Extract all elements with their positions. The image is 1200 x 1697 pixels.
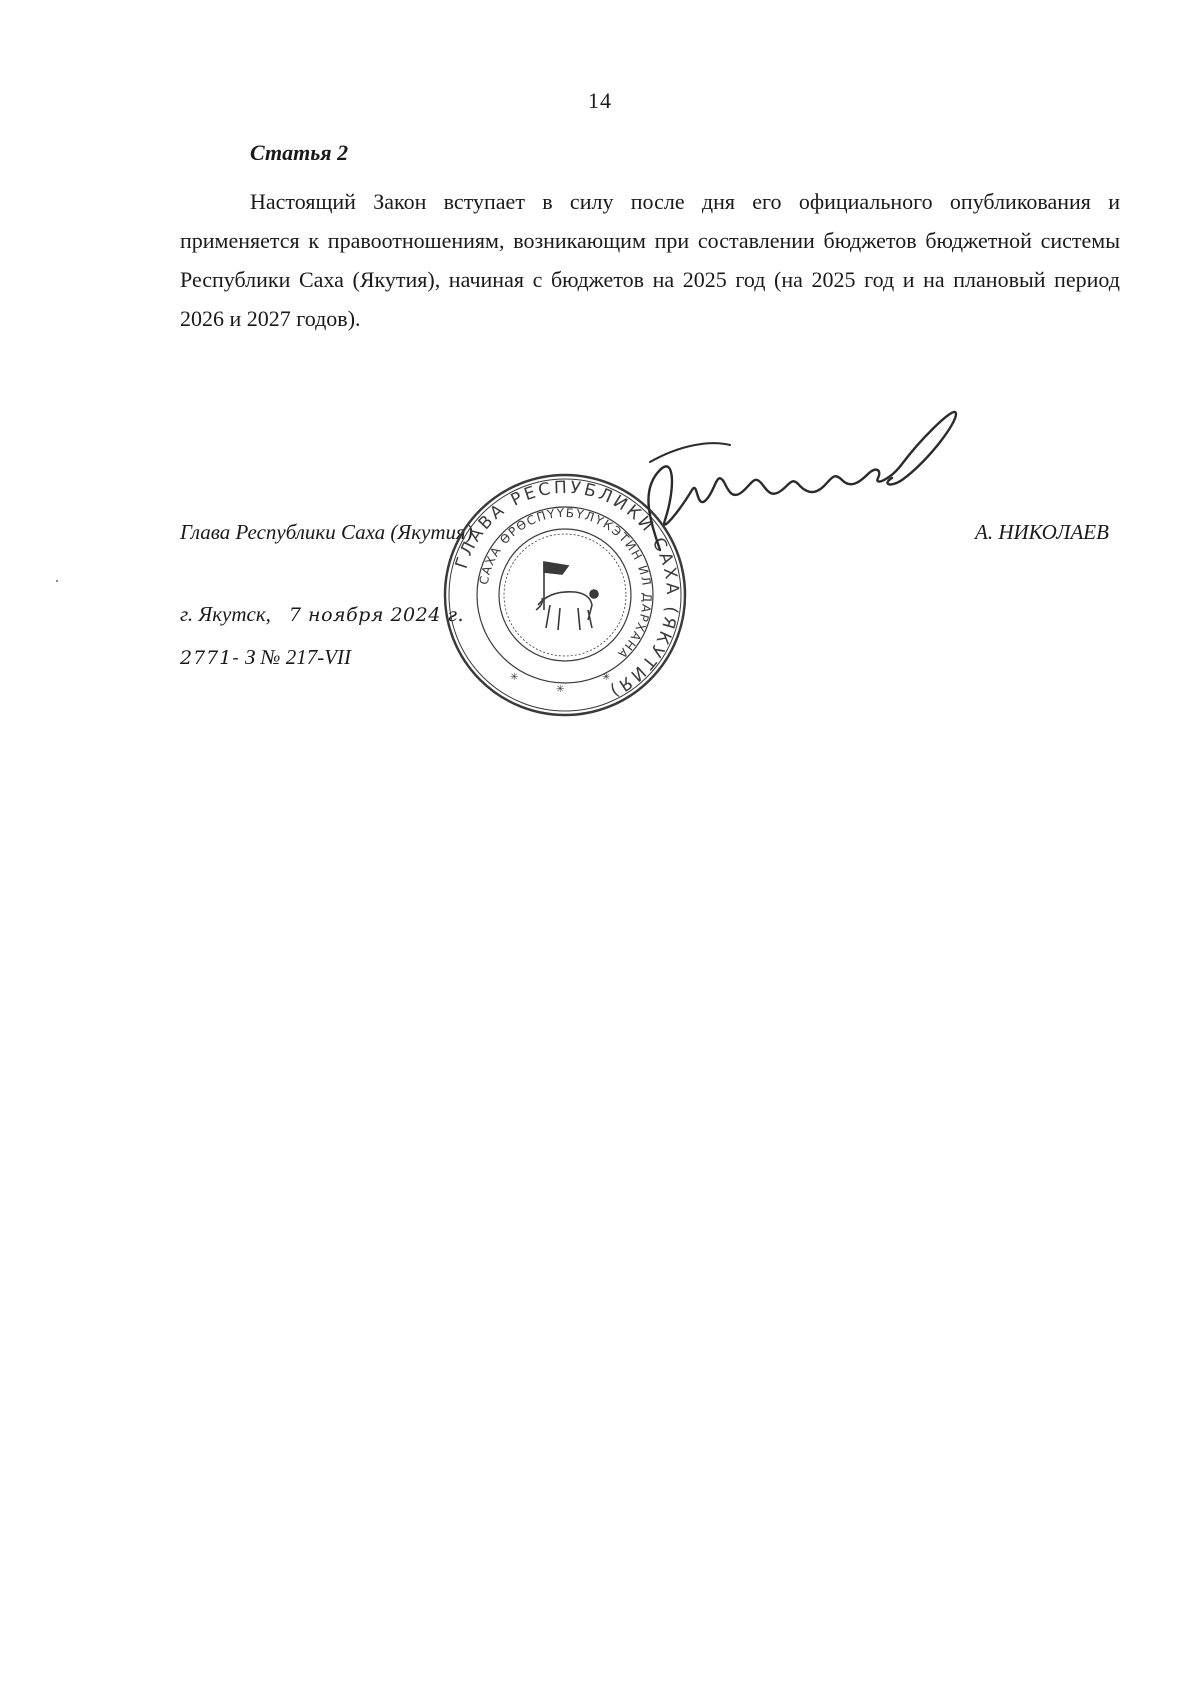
seal-inner-text: САХА ӨРӨСПҮҮБҮЛҮКЭТИН ИЛ ДАРХАНА [476, 505, 655, 662]
article-body: Настоящий Закон вступает в силу после дня его официального опубликования и применяется к правоотношениям, возникающим при составлении бюджетов бюджетной системы Республики Саха (Якутия), начиная с бюджетов на 2025 год (на 2025 год и на плановый период 2026 и 2027 годов). [180, 189, 1120, 331]
page-number: 14 [588, 88, 612, 113]
scan-speck [56, 580, 58, 582]
place-label: г. Якутск, [180, 602, 271, 626]
seal-stars [510, 672, 610, 695]
seal-emblem-icon [536, 562, 598, 630]
handwritten-registration-number: 2771- [180, 647, 240, 669]
law-number-line [180, 645, 351, 670]
handwritten-date: 7 ноября 2024 г. [288, 604, 464, 626]
seal-ring-4 [499, 529, 631, 661]
law-number: З № 217-VII [245, 645, 352, 669]
handwritten-signature-icon [620, 400, 980, 560]
svg-text:✳: ✳ [602, 672, 611, 683]
place-date-line [180, 602, 464, 627]
svg-text:✳: ✳ [556, 684, 565, 695]
article-title: Статья 2 [250, 140, 349, 165]
signer-title: Глава Республики Саха (Якутия) [180, 520, 473, 544]
seal-outer-text: ГЛАВА РЕСПУБЛИКИ САХА (ЯКУТИЯ) [451, 477, 683, 702]
svg-text:✳: ✳ [510, 672, 519, 683]
signer-name: А. НИКОЛАЕВ [975, 520, 1109, 544]
seal-ring-5 [504, 534, 626, 656]
